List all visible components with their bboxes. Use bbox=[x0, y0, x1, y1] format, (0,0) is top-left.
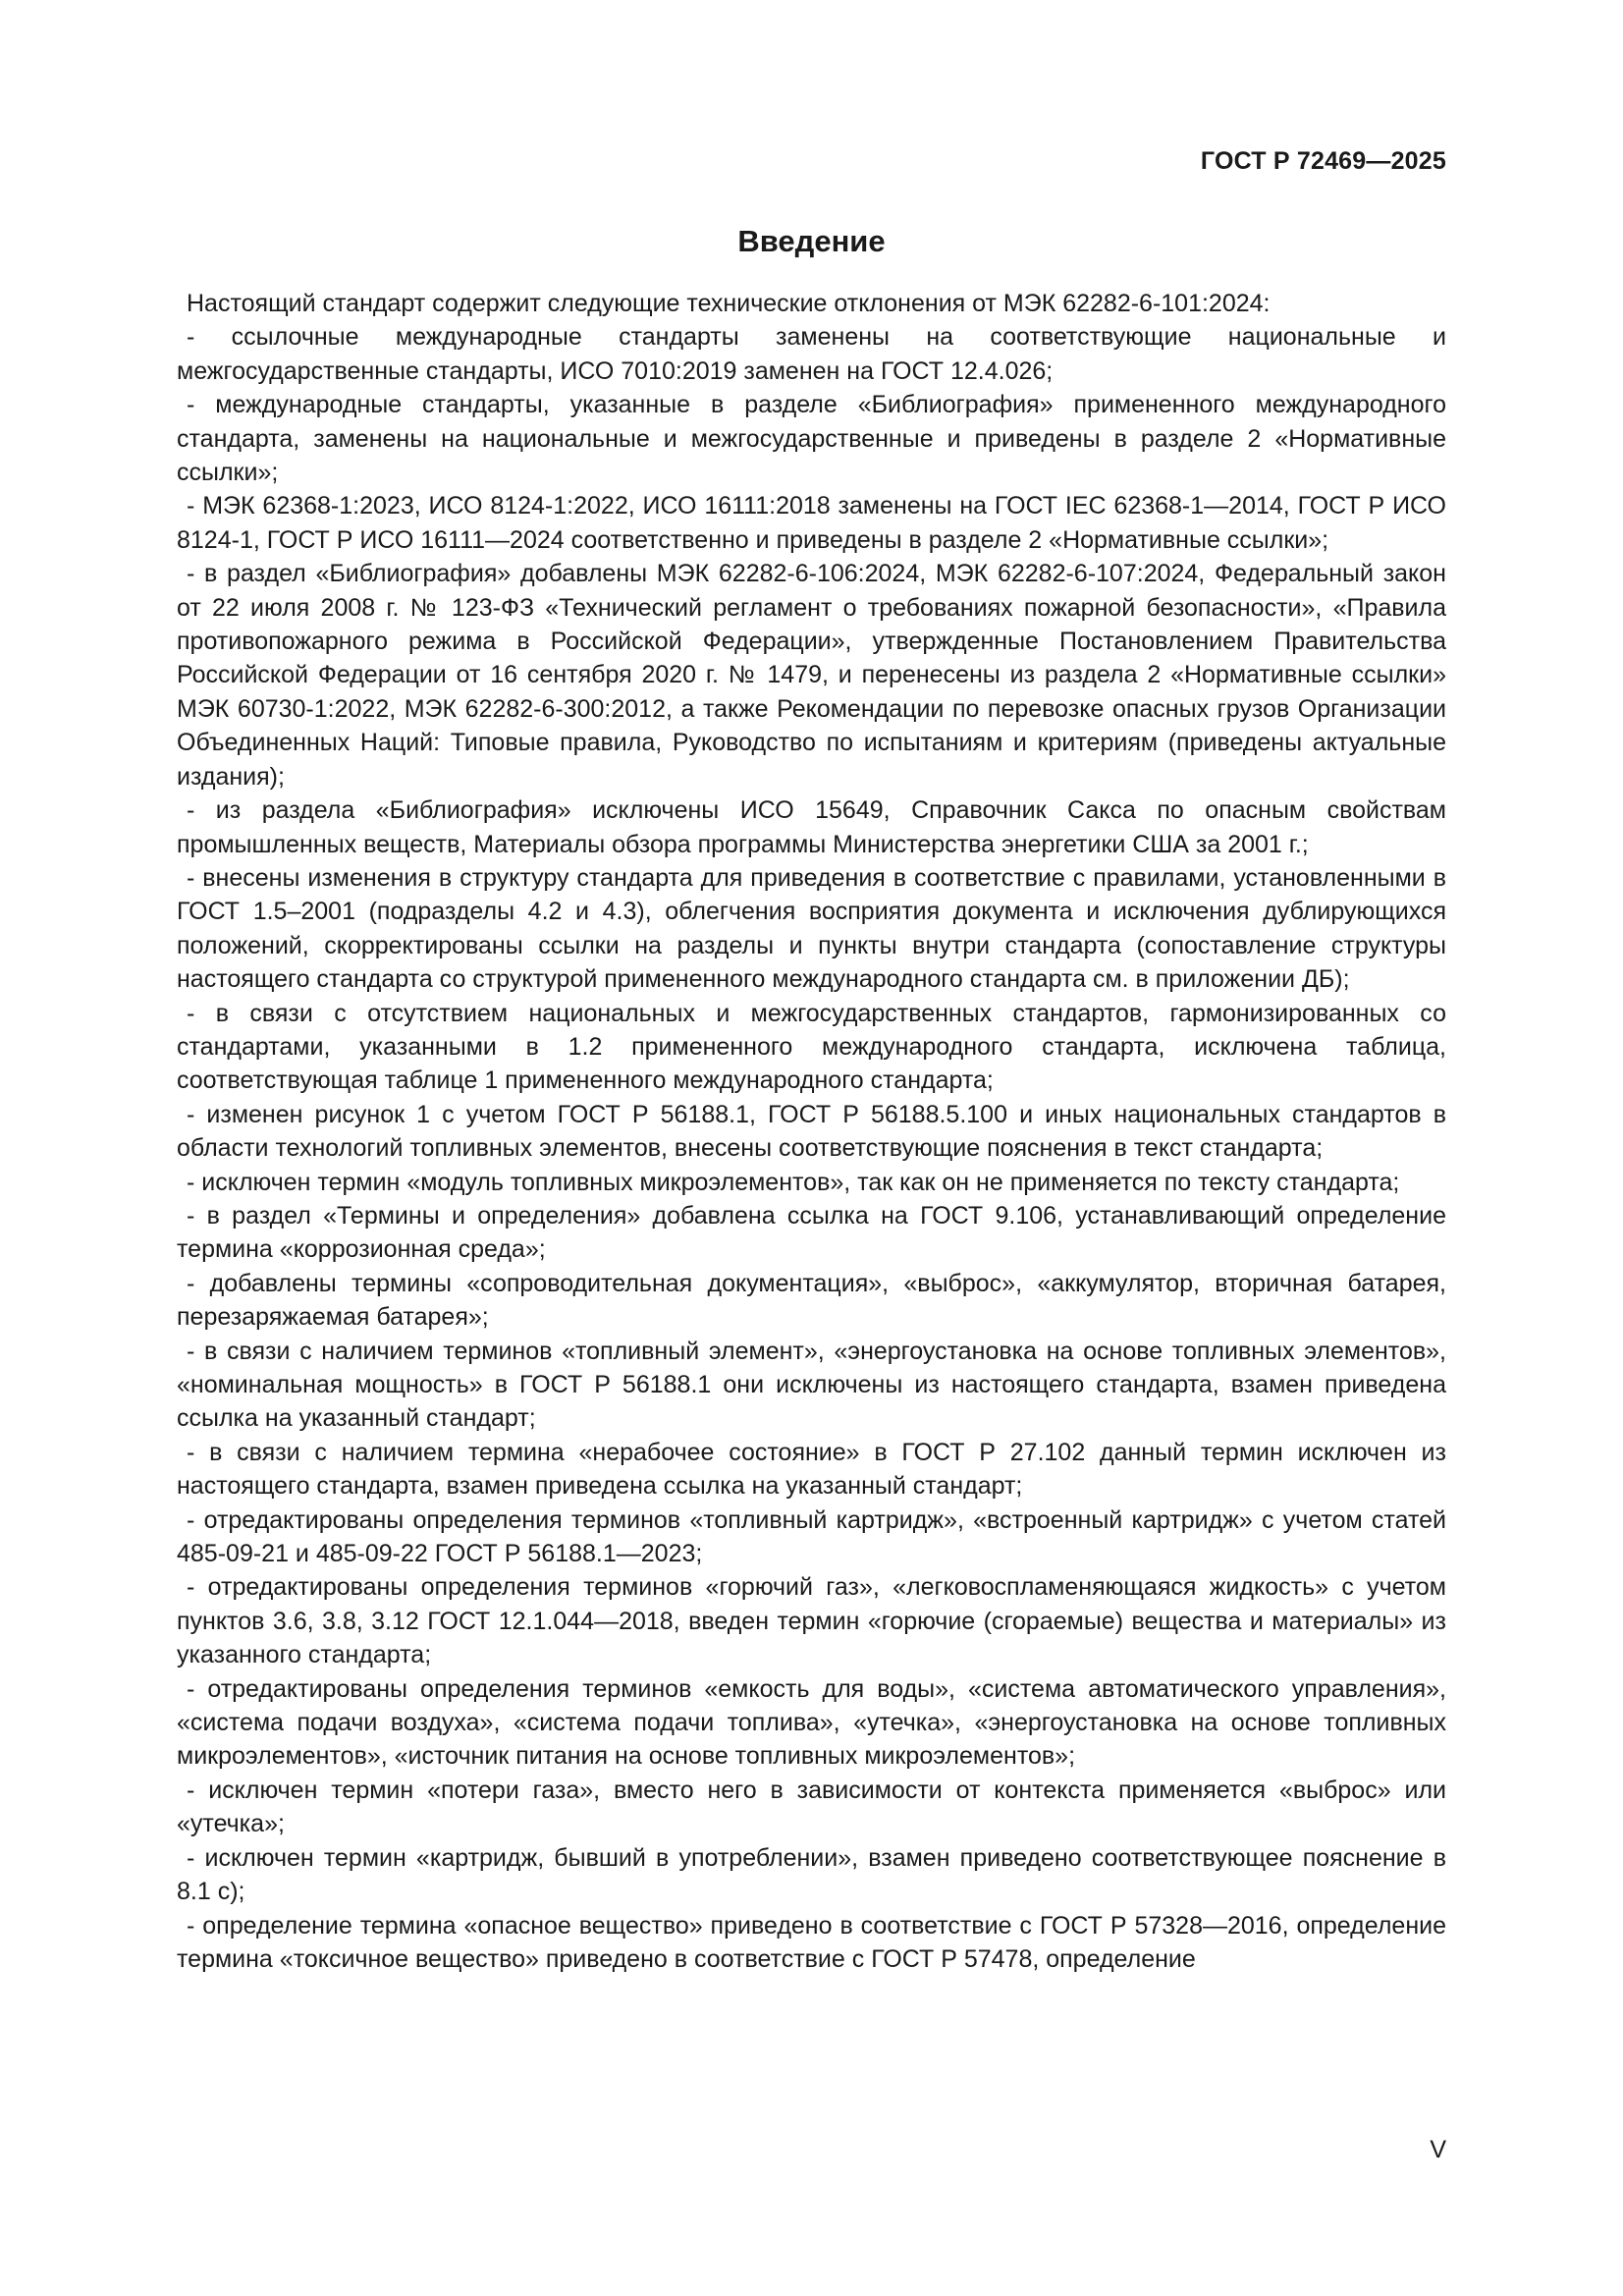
body-text bbox=[177, 287, 1446, 1976]
list-item: - в связи с наличием терминов «топливный элемент», «энергоустановка на основе топливных элементов», «номинальная мощность» в ГОСТ Р 56188.1 они исключены из настоящего стандарта, взамен приведена ссылка на указанный стандарт; bbox=[177, 1337, 1446, 1433]
list-item: - отредактированы определения терминов «горючий газ», «легковоспламеняющаяся жидкость» с учетом пунктов 3.6, 3.8, 3.12 ГОСТ 12.1.044—2018, введен термин «горючие (сгораемые) вещества и материалы» из указанного стандарта; bbox=[177, 1573, 1446, 1669]
list-item: - в раздел «Библиография» добавлены МЭК 62282-6-106:2024, МЭК 62282-6-107:2024, Федеральный закон от 22 июля 2008 г. № 123-ФЗ «Технический регламент о требованиях пожарной безопасности», «Правила противопожарного режима в Российской Федерации», утвержденные Постановлением Правительства Российской Федерации от 16 сентября 2020 г. № 1479, и перенесены из раздела 2 «Нормативные ссылки» МЭК 60730-1:2022, МЭК 62282-6-300:2012, а также Рекомендации по перевозке опасных грузов Организации Объединенных Наций: Типовые правила, Руководство по испытаниям и критериям (приведены актуальные издания); bbox=[177, 560, 1446, 791]
list-item: - изменен рисунок 1 с учетом ГОСТ Р 56188.1, ГОСТ Р 56188.5.100 и иных национальных стандартов в области технологий топливных элементов, внесены соответствующие пояснения в текст стандарта; bbox=[177, 1100, 1446, 1163]
list-item: - исключен термин «картридж, бывший в употреблении», взамен приведено соответствующее пояснение в 8.1 с); bbox=[177, 1843, 1446, 1906]
page-number: V bbox=[1430, 2136, 1446, 2163]
list-item: - отредактированы определения терминов «топливный картридж», «встроенный картридж» с учетом статей 485-09-21 и 485-09-22 ГОСТ Р 56188.1—2023; bbox=[177, 1505, 1446, 1568]
list-item: - внесены изменения в структуру стандарта для приведения в соответствие с правилами, установленными в ГОСТ 1.5–2001 (подразделы 4.2 и 4.3), облегчения восприятия документа и исключения дублирующихся положений, скорректированы ссылки на разделы и пункты внутри стандарта (сопоставление структуры настоящего стандарта со структурой примененного международного стандарта см. в приложении ДБ); bbox=[177, 863, 1446, 994]
document-code: ГОСТ Р 72469—2025 bbox=[1200, 147, 1446, 175]
list-item: - из раздела «Библиография» исключены ИСО 15649, Справочник Сакса по опасным свойствам промышленных веществ, Материалы обзора программы Министерства энергетики США за 2001 г.; bbox=[177, 796, 1446, 858]
list-item: - МЭК 62368-1:2023, ИСО 8124-1:2022, ИСО 16111:2018 заменены на ГОСТ IEC 62368-1—2014, ГОСТ Р ИСО 8124-1, ГОСТ Р ИСО 16111—2024 соответственно и приведены в разделе 2 «Нормативные ссылки»; bbox=[177, 492, 1446, 554]
page-title: Введение bbox=[737, 224, 886, 258]
intro-paragraph: Настоящий стандарт содержит следующие технические отклонения от МЭК 62282-6-101:2024: bbox=[187, 290, 1271, 317]
list-item: - отредактированы определения терминов «емкость для воды», «система автоматического управления», «система подачи воздуха», «система подачи топлива», «утечка», «энергоустановка на основе топливных микроэлементов», «источник питания на основе топливных микроэлементов»; bbox=[177, 1674, 1446, 1771]
list-item: - определение термина «опасное вещество» приведено в соответствие с ГОСТ Р 57328—2016, определение термина «токсичное вещество» приведено в соответствие с ГОСТ Р 57478, определение bbox=[177, 1911, 1446, 1973]
list-item: - в связи с наличием термина «нерабочее состояние» в ГОСТ Р 27.102 данный термин исключен из настоящего стандарта, взамен приведена ссылка на указанный стандарт; bbox=[177, 1438, 1446, 1501]
list-item: - исключен термин «потери газа», вместо него в зависимости от контекста применяется «выброс» или «утечка»; bbox=[177, 1776, 1446, 1838]
list-item: - в связи с отсутствием национальных и межгосударственных стандартов, гармонизированных со стандартами, указанными в 1.2 примененного международного стандарта, исключена таблица, соответствующая таблице 1 примененного международного стандарта; bbox=[177, 999, 1446, 1095]
list-item: - добавлены термины «сопроводительная документация», «выброс», «аккумулятор, вторичная батарея, перезаряжаемая батарея»; bbox=[177, 1269, 1446, 1332]
list-item: - в раздел «Термины и определения» добавлена ссылка на ГОСТ 9.106, устанавливающий определение термина «коррозионная среда»; bbox=[177, 1201, 1446, 1264]
list-item: - ссылочные международные стандарты заменены на соответствующие национальные и межгосударственные стандарты, ИСО 7010:2019 заменен на ГОСТ 12.4.026; bbox=[177, 323, 1446, 385]
list-item: - исключен термин «модуль топливных микроэлементов», так как он не применяется по тексту стандарта; bbox=[187, 1168, 1400, 1196]
list-item: - международные стандарты, указанные в разделе «Библиография» примененного международного стандарта, заменены на национальные и межгосударственные и приведены в разделе 2 «Нормативные ссылки»; bbox=[177, 391, 1446, 487]
